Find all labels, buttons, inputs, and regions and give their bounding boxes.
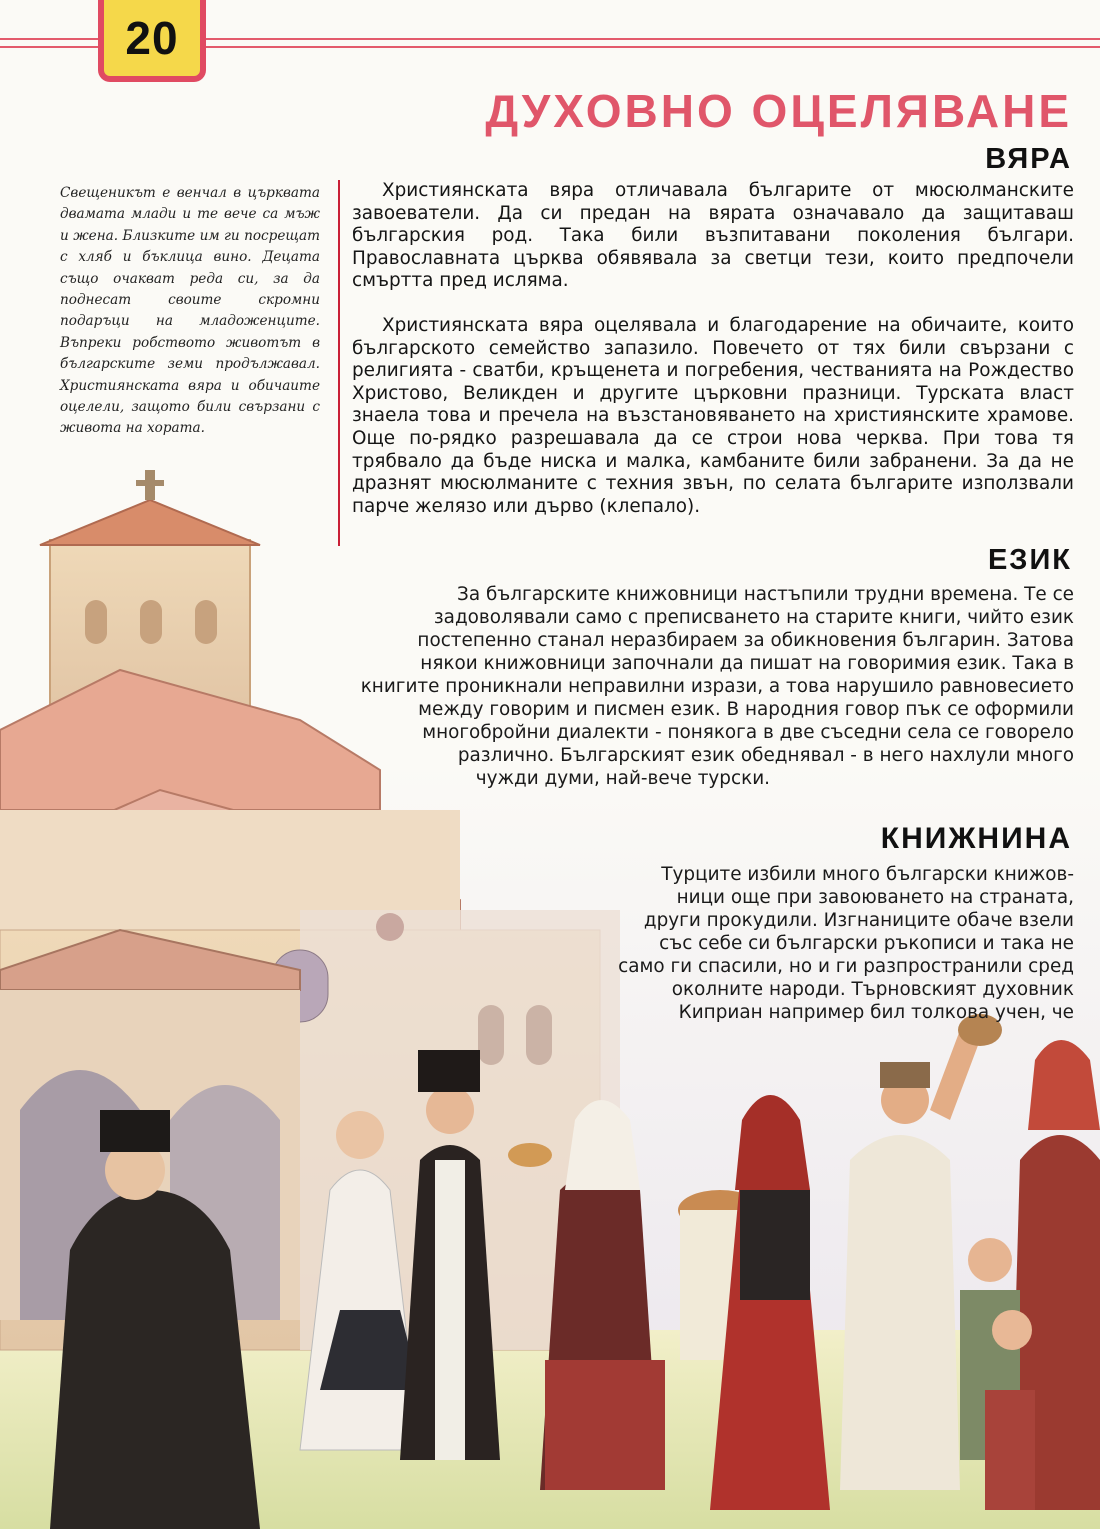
knizhnina-line: Киприан например бил толкова учен, че <box>678 1002 1074 1023</box>
page-number-badge <box>98 0 206 82</box>
section-heading-knizhnina: КНИЖНИНА <box>880 822 1072 855</box>
page-title: ДУХОВНО ОЦЕЛЯВАНЕ <box>485 85 1072 137</box>
knizhnina-line: околните народи. Търновският духовник <box>671 979 1074 1000</box>
ezik-line: задоволявали само с преписването на старите книги, чийто език <box>433 607 1074 628</box>
vyara-paragraph-2: Християнската вяра оцелявала и благодарение на обичаите, които българското семейство запазило. Повечето от тях били свързани с религията - сватби, кръщенета и погребения, честванията на Рождество Христово, Великден и другите църковни празници. Турската власт знаела това и пречела на възстановяването на християнските храмове. Още по-рядко разрешавала да се строи нова черква. При това тя трябвало да бъде ниска и малка, камбаните били забранени. За да не дразнят мюсюлманите с техния звън, по селата българите използвали парче желязо или дърво (клепало). <box>352 315 1074 517</box>
knizhnina-line: само ги спасили, но и ги разпространили сред <box>618 956 1074 977</box>
ezik-line: различно. Българският език обеднявал - в него нахлули много <box>457 745 1074 766</box>
knizhnina-line: Турците избили много български книжов- <box>661 864 1074 885</box>
page-number: 20 <box>125 12 179 64</box>
ezik-line: някои книжовници започнали да пишат на говоримия език. Така в <box>420 653 1074 674</box>
knizhnina-line: ници още при завоюването на страната, <box>676 887 1074 908</box>
ezik-line: между говорим и писмен език. В народния говор пък се оформили <box>418 699 1074 720</box>
section-heading-vyara: ВЯРА <box>985 143 1072 175</box>
vyara-paragraph-1: Християнската вяра отличавала българите от мюсюлманските завоеватели. Да си предан на вярата означавало да защитаваш българския род. Така били възпитавани поколения българи. Православната църква обявявала за светци тези, които предпочели смъртта пред исляма. <box>352 180 1074 292</box>
caption-divider <box>338 180 340 546</box>
ezik-line: книгите проникнали неправилни изрази, а това нарушило равновесието <box>360 676 1074 697</box>
illustration-caption: Свещеникът е венчал в църквата двамата млади и те вече са мъж и жена. Близките им ги посрещат с хляб и бъклица вино. Децата също очакват реда си, за да поднесат своите скромни подаръци на младоженците. Въпреки робството животът в българските земи продължавал. Християнската вяра и обичаите оцелели, защото били свързани с живота на хората. <box>60 185 320 437</box>
knizhnina-line: със себе си български ръкописи и така не <box>659 933 1074 954</box>
knizhnina-line: други прокудили. Изгнаниците обаче взели <box>643 910 1074 931</box>
ezik-line: многобройни диалекти - понякога в две съседни села се говорело <box>422 722 1074 743</box>
ezik-line: За българските книжовници настъпили трудни времена. Те се <box>457 584 1074 605</box>
ezik-line: чужди думи, най-вече турски. <box>475 768 770 789</box>
ezik-line: постепенно станал неразбираем за обикновения българин. Затова <box>417 630 1074 651</box>
section-heading-ezik: ЕЗИК <box>987 544 1072 576</box>
